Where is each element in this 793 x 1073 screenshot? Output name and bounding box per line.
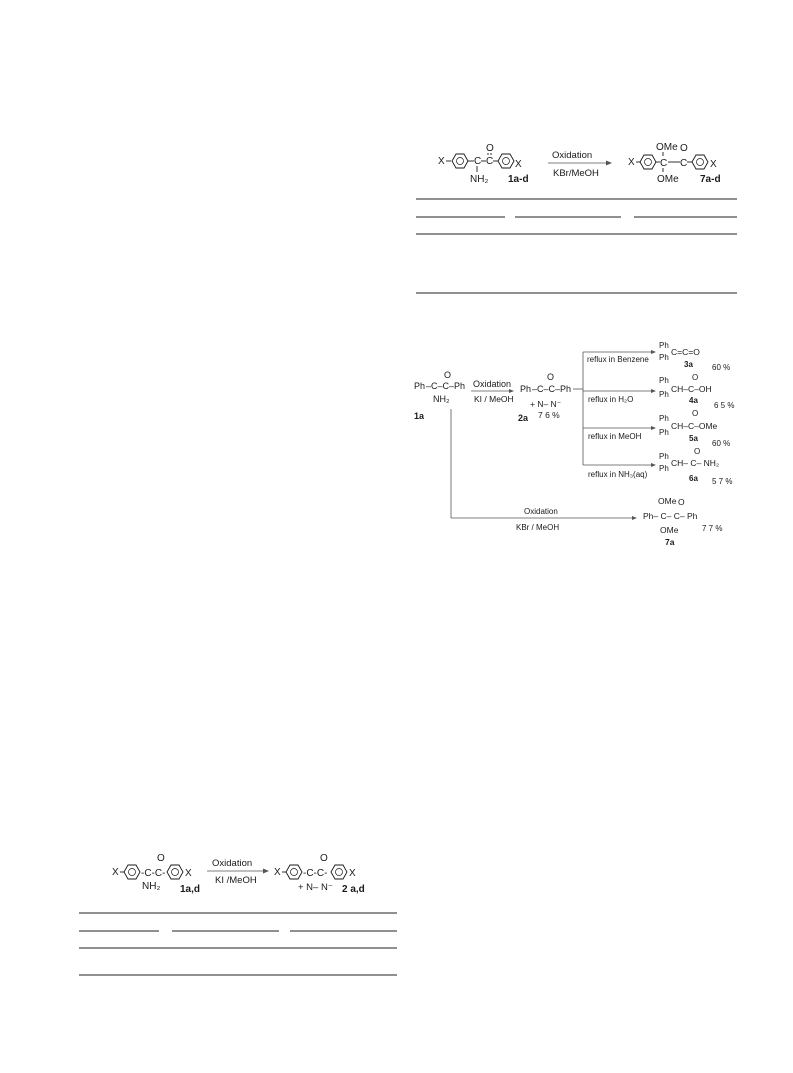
reagent-bottom: KI /MeOH bbox=[215, 875, 257, 886]
product-label: 2 a,d bbox=[342, 884, 365, 895]
ketene: C=C=O bbox=[671, 347, 700, 357]
scheme-top-right bbox=[416, 142, 737, 293]
carbonyl-o: O bbox=[692, 373, 699, 382]
arrow-head bbox=[651, 463, 656, 467]
product-x: X bbox=[628, 157, 635, 168]
final-ome-bottom: OMe bbox=[660, 525, 679, 535]
branch-label: 3a bbox=[684, 360, 693, 369]
final-ome-top: OMe bbox=[658, 496, 677, 506]
arrow-head bbox=[632, 516, 637, 520]
final-yield: 7 7 % bbox=[702, 524, 723, 533]
chain: -C-C- bbox=[141, 868, 166, 879]
arrow-head bbox=[651, 426, 656, 430]
carbonyl-o: O bbox=[694, 447, 701, 456]
branch-condition: reflux in MeOH bbox=[588, 432, 642, 441]
product-ph: Ph bbox=[659, 353, 669, 362]
nh2-label: NH₂ bbox=[142, 881, 161, 892]
nh2-label: NH₂ bbox=[470, 174, 489, 185]
inter-ph1: Ph bbox=[520, 384, 532, 394]
branch-3a bbox=[583, 341, 730, 372]
carbonyl-o: O bbox=[692, 409, 699, 418]
carbon: C bbox=[680, 158, 688, 169]
benzene-ring bbox=[640, 155, 656, 169]
carbonyl-o: O bbox=[680, 143, 688, 154]
carbon: C bbox=[474, 156, 482, 167]
acid: CH–C–OH bbox=[671, 384, 712, 394]
branch-4a bbox=[583, 373, 734, 410]
scheme-bottom-left bbox=[79, 853, 397, 975]
arrow-head bbox=[606, 161, 612, 166]
ring-aromatic bbox=[291, 869, 298, 876]
step1-bottom: KI / MeOH bbox=[474, 394, 514, 404]
branch-label: 4a bbox=[689, 396, 698, 405]
final-chain: Ph– C– C– Ph bbox=[643, 511, 698, 521]
arrow-head bbox=[509, 389, 514, 393]
branch-condition: reflux in NH₃(aq) bbox=[588, 470, 648, 479]
amide: CH– C– NH₂ bbox=[671, 458, 720, 468]
reagent-top: Oxidation bbox=[552, 150, 593, 161]
product-x: X bbox=[274, 867, 281, 878]
branch-yield: 60 % bbox=[712, 363, 731, 372]
reactant-x: X bbox=[112, 867, 119, 878]
product-ph: Ph bbox=[659, 390, 669, 399]
product-x2: X bbox=[349, 868, 356, 879]
benzene-ring bbox=[692, 155, 708, 169]
arrow-head bbox=[651, 389, 656, 393]
carbonyl-o: O bbox=[320, 853, 328, 864]
product-ph: Ph bbox=[659, 414, 669, 423]
bottom-top: Oxidation bbox=[524, 507, 558, 516]
carbon: C bbox=[660, 158, 668, 169]
branch-6a bbox=[583, 447, 732, 486]
branch-yield: 5 7 % bbox=[712, 477, 733, 486]
final-label: 7a bbox=[665, 537, 675, 547]
product-ph: Ph bbox=[659, 452, 669, 461]
benzene-ring bbox=[286, 865, 302, 879]
carbonyl-o: O bbox=[486, 143, 494, 154]
reagent-top: Oxidation bbox=[212, 858, 253, 869]
benzene-ring bbox=[331, 865, 347, 879]
ring-aromatic bbox=[503, 158, 510, 165]
reactant-x2: X bbox=[185, 868, 192, 879]
ring-aromatic bbox=[645, 159, 652, 166]
chain: -C-C- bbox=[303, 868, 328, 879]
branch-label: 6a bbox=[689, 474, 698, 483]
branch-yield: 60 % bbox=[712, 439, 731, 448]
ring-aromatic bbox=[457, 158, 464, 165]
ome-top: OMe bbox=[656, 142, 678, 153]
start-label: 1a bbox=[414, 411, 425, 421]
ome-bottom: OMe bbox=[657, 174, 679, 185]
start-ph1: Ph bbox=[414, 381, 426, 391]
n-group: + N– N⁻ bbox=[298, 882, 333, 893]
inter-n: + N– N⁻ bbox=[530, 399, 562, 409]
step1-top: Oxidation bbox=[473, 379, 512, 389]
start-bond: –C–C– bbox=[426, 381, 455, 391]
product-label: 7a-d bbox=[700, 174, 721, 185]
benzene-ring bbox=[124, 865, 140, 879]
start-o: O bbox=[444, 370, 452, 380]
product-ph: Ph bbox=[659, 341, 669, 350]
reactant-x2: X bbox=[515, 159, 522, 170]
branch-condition: reflux in H₂O bbox=[588, 395, 634, 404]
inter-yield: 7 6 % bbox=[538, 410, 560, 420]
scheme-main bbox=[414, 341, 734, 547]
carbonyl-o: O bbox=[678, 497, 685, 507]
product-ph: Ph bbox=[659, 428, 669, 437]
benzene-ring bbox=[167, 865, 183, 879]
product-ph: Ph bbox=[659, 376, 669, 385]
reactant-x: X bbox=[438, 156, 445, 167]
arrow-head bbox=[263, 869, 269, 874]
branch-yield: 6 5 % bbox=[714, 401, 735, 410]
inter-ph2: Ph bbox=[560, 384, 572, 394]
ring-aromatic bbox=[172, 869, 179, 876]
benzene-ring bbox=[498, 154, 514, 168]
branch-condition: reflux in Benzene bbox=[587, 355, 649, 364]
reagent-bottom: KBr/MeOH bbox=[553, 168, 599, 179]
bottom-bottom: KBr / MeOH bbox=[516, 523, 560, 532]
carbon: C bbox=[486, 156, 494, 167]
benzene-ring bbox=[452, 154, 468, 168]
inter-label: 2a bbox=[518, 413, 529, 423]
ring-aromatic bbox=[697, 159, 704, 166]
ring-aromatic bbox=[336, 869, 343, 876]
branch-label: 5a bbox=[689, 434, 698, 443]
start-ph2: Ph bbox=[454, 381, 466, 391]
start-nh2: NH₂ bbox=[433, 394, 450, 404]
reactant-label: 1a-d bbox=[508, 174, 529, 185]
ring-aromatic bbox=[129, 869, 136, 876]
product-x2: X bbox=[710, 159, 717, 170]
branch-5a bbox=[583, 409, 730, 448]
ester: CH–C–OMe bbox=[671, 421, 718, 431]
arrow-head bbox=[651, 350, 656, 354]
inter-o: O bbox=[547, 372, 555, 382]
reactant-label: 1a,d bbox=[180, 884, 201, 895]
carbonyl-o: O bbox=[157, 853, 165, 864]
product-ph: Ph bbox=[659, 464, 669, 473]
inter-bond: –C–C– bbox=[532, 384, 561, 394]
